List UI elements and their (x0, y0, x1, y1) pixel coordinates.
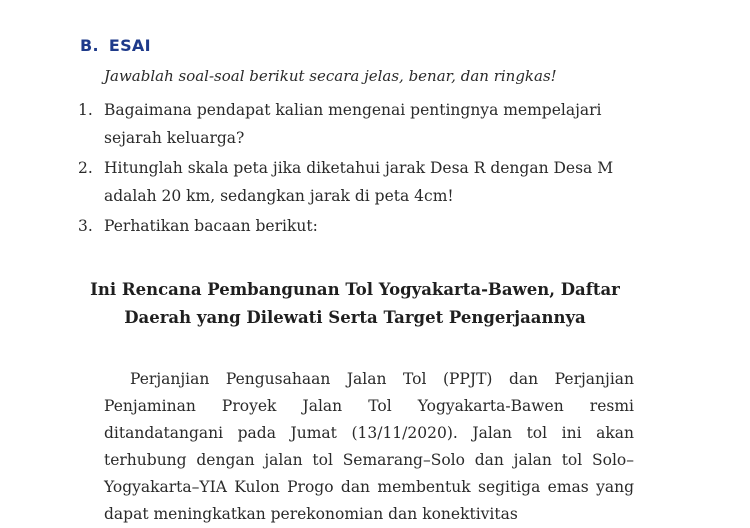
article-body: Perjanjian Pengusahaan Jalan Tol (PPJT) dan Perjanjian Penjaminan Proyek Jalan Tol Yogyakarta-Bawen resmi ditandatangani pada Jumat (13/11/2020). Jalan tol ini akan terhubung dengan jalan tol Semarang–Solo dan jalan tol Solo–Yogyakarta–YIA Kulon Progo dan membentuk segitiga emas yang dapat meningkatkan perekonomian dan konektivitas (104, 370, 634, 523)
question-text: Hitunglah skala peta jika diketahui jarak Desa R dengan Desa M adalah 20 km, sedangkan jarak di peta 4cm! (104, 159, 614, 205)
question-number: 1. (78, 101, 93, 119)
question-text: Perhatikan bacaan berikut: (104, 217, 318, 235)
question-number: 3. (78, 217, 93, 235)
section-heading (80, 36, 151, 55)
section-letter: B. (80, 36, 99, 55)
question-number: 2. (78, 159, 93, 177)
question-text: Bagaimana pendapat kalian mengenai pentingnya mempelajari sejarah keluarga? (104, 101, 602, 147)
article-title: Ini Rencana Pembangunan Tol Yogyakarta-Bawen, Daftar Daerah yang Dilewati Serta Target Pengerjaannya (90, 280, 620, 327)
question-item (78, 154, 638, 210)
instruction-text: Jawablah soal-soal berikut secara jelas, benar, dan ringkas! (104, 67, 557, 85)
question-item (78, 96, 638, 152)
section-title: ESAI (108, 36, 151, 55)
question-item (78, 212, 638, 240)
